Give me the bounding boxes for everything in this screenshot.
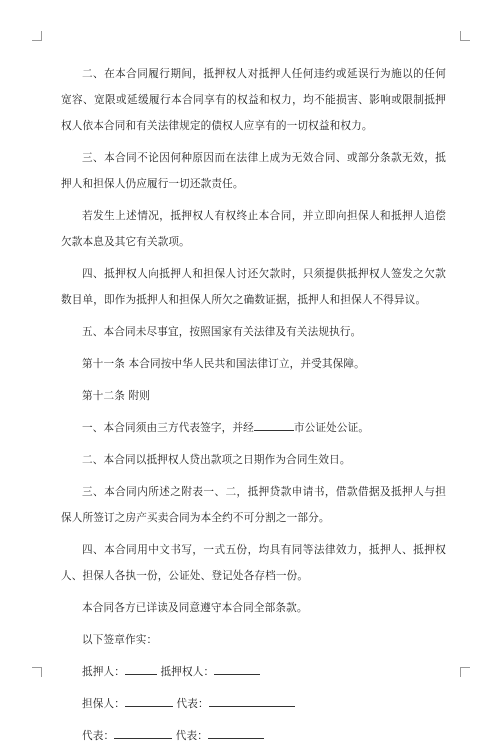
city-blank-field <box>254 419 294 431</box>
signature-line-representatives <box>61 723 446 749</box>
representative-label-1: 代表： <box>176 698 209 710</box>
guarantor-label: 担保人： <box>82 698 125 710</box>
representative-signature-blank-2 <box>114 727 172 739</box>
paragraph-article-11: 第十一条 本合同按中华人民共和国法律订立，并受其保障。 <box>82 358 365 370</box>
crop-mark-bottom-right <box>460 667 470 677</box>
signature-line-guarantor <box>61 691 446 717</box>
paragraph-unspecified-matters: 五、本合同未尽事宜，按照国家有关法律及有关法规执行。 <box>82 326 362 338</box>
paragraph-attachments: 三、本合同内所述之附表一、二，抵押贷款申请书，借款借据及抵押人与担保人所签订之房产买卖合同为本全约不可分割之一部分。 <box>61 486 446 524</box>
paragraph-notarization <box>61 415 446 441</box>
paragraph-invalidity-clause: 三、本合同不论因何种原因而在法律上成为无效合同、或部分条款无效，抵押人和担保人仍应履行一切还款责任。 <box>61 152 446 190</box>
paragraph-article-12-heading: 第十二条 附则 <box>82 390 150 402</box>
representative-label-2: 代表： <box>82 730 115 742</box>
representative-label-3: 代表： <box>175 730 208 742</box>
mortgagor-signature-blank <box>125 663 157 675</box>
paragraph-signature-intro: 以下签章作实： <box>82 634 158 646</box>
document-body <box>61 61 446 749</box>
guarantor-signature-blank <box>125 695 173 707</box>
paragraph-debt-evidence-clause: 四、抵押权人向抵押人和担保人讨还欠款时，只须提供抵押权人签发之欠款数目单，即作为抵押人和担保人所欠之确数证据，抵押人和担保人不得异议。 <box>61 268 446 306</box>
notarization-text-after: 市公证处公证。 <box>293 422 370 434</box>
representative-signature-blank-3 <box>208 727 264 739</box>
paragraph-copies: 四、本合同用中文书写，一式五份，均具有同等法律效力，抵押人、抵押权人、担保人各执一份，公证处、登记处各存档一份。 <box>61 544 446 582</box>
mortgagee-label: 抵押权人： <box>160 666 215 678</box>
crop-mark-bottom-left <box>32 667 42 677</box>
signature-line-mortgagor <box>61 659 446 685</box>
mortgagor-label: 抵押人： <box>82 666 125 678</box>
paragraph-termination-clause: 若发生上述情况，抵押权人有权终止本合同，并立即向担保人和抵押人追偿欠款本息及其它有关款项。 <box>61 210 446 248</box>
crop-mark-top-right <box>460 31 470 41</box>
mortgagee-signature-blank <box>214 663 260 675</box>
representative-signature-blank-1 <box>209 695 295 707</box>
paragraph-waiver-clause: 二、在本合同履行期间，抵押权人对抵押人任何违约或延误行为施以的任何宽容、宽限或延缓履行本合同享有的权益和权力，均不能损害、影响或限制抵押权人依本合同和有关法律规定的债权人应享有的一切权益和权力。 <box>61 68 446 132</box>
notarization-text-before: 一、本合同须由三方代表签字，并经 <box>82 422 254 434</box>
crop-mark-top-left <box>32 31 42 41</box>
paragraph-agreement: 本合同各方已详读及同意遵守本合同全部条款。 <box>82 602 308 614</box>
paragraph-effective-date: 二、本合同以抵押权人贷出款项之日期作为合同生效日。 <box>82 454 351 466</box>
